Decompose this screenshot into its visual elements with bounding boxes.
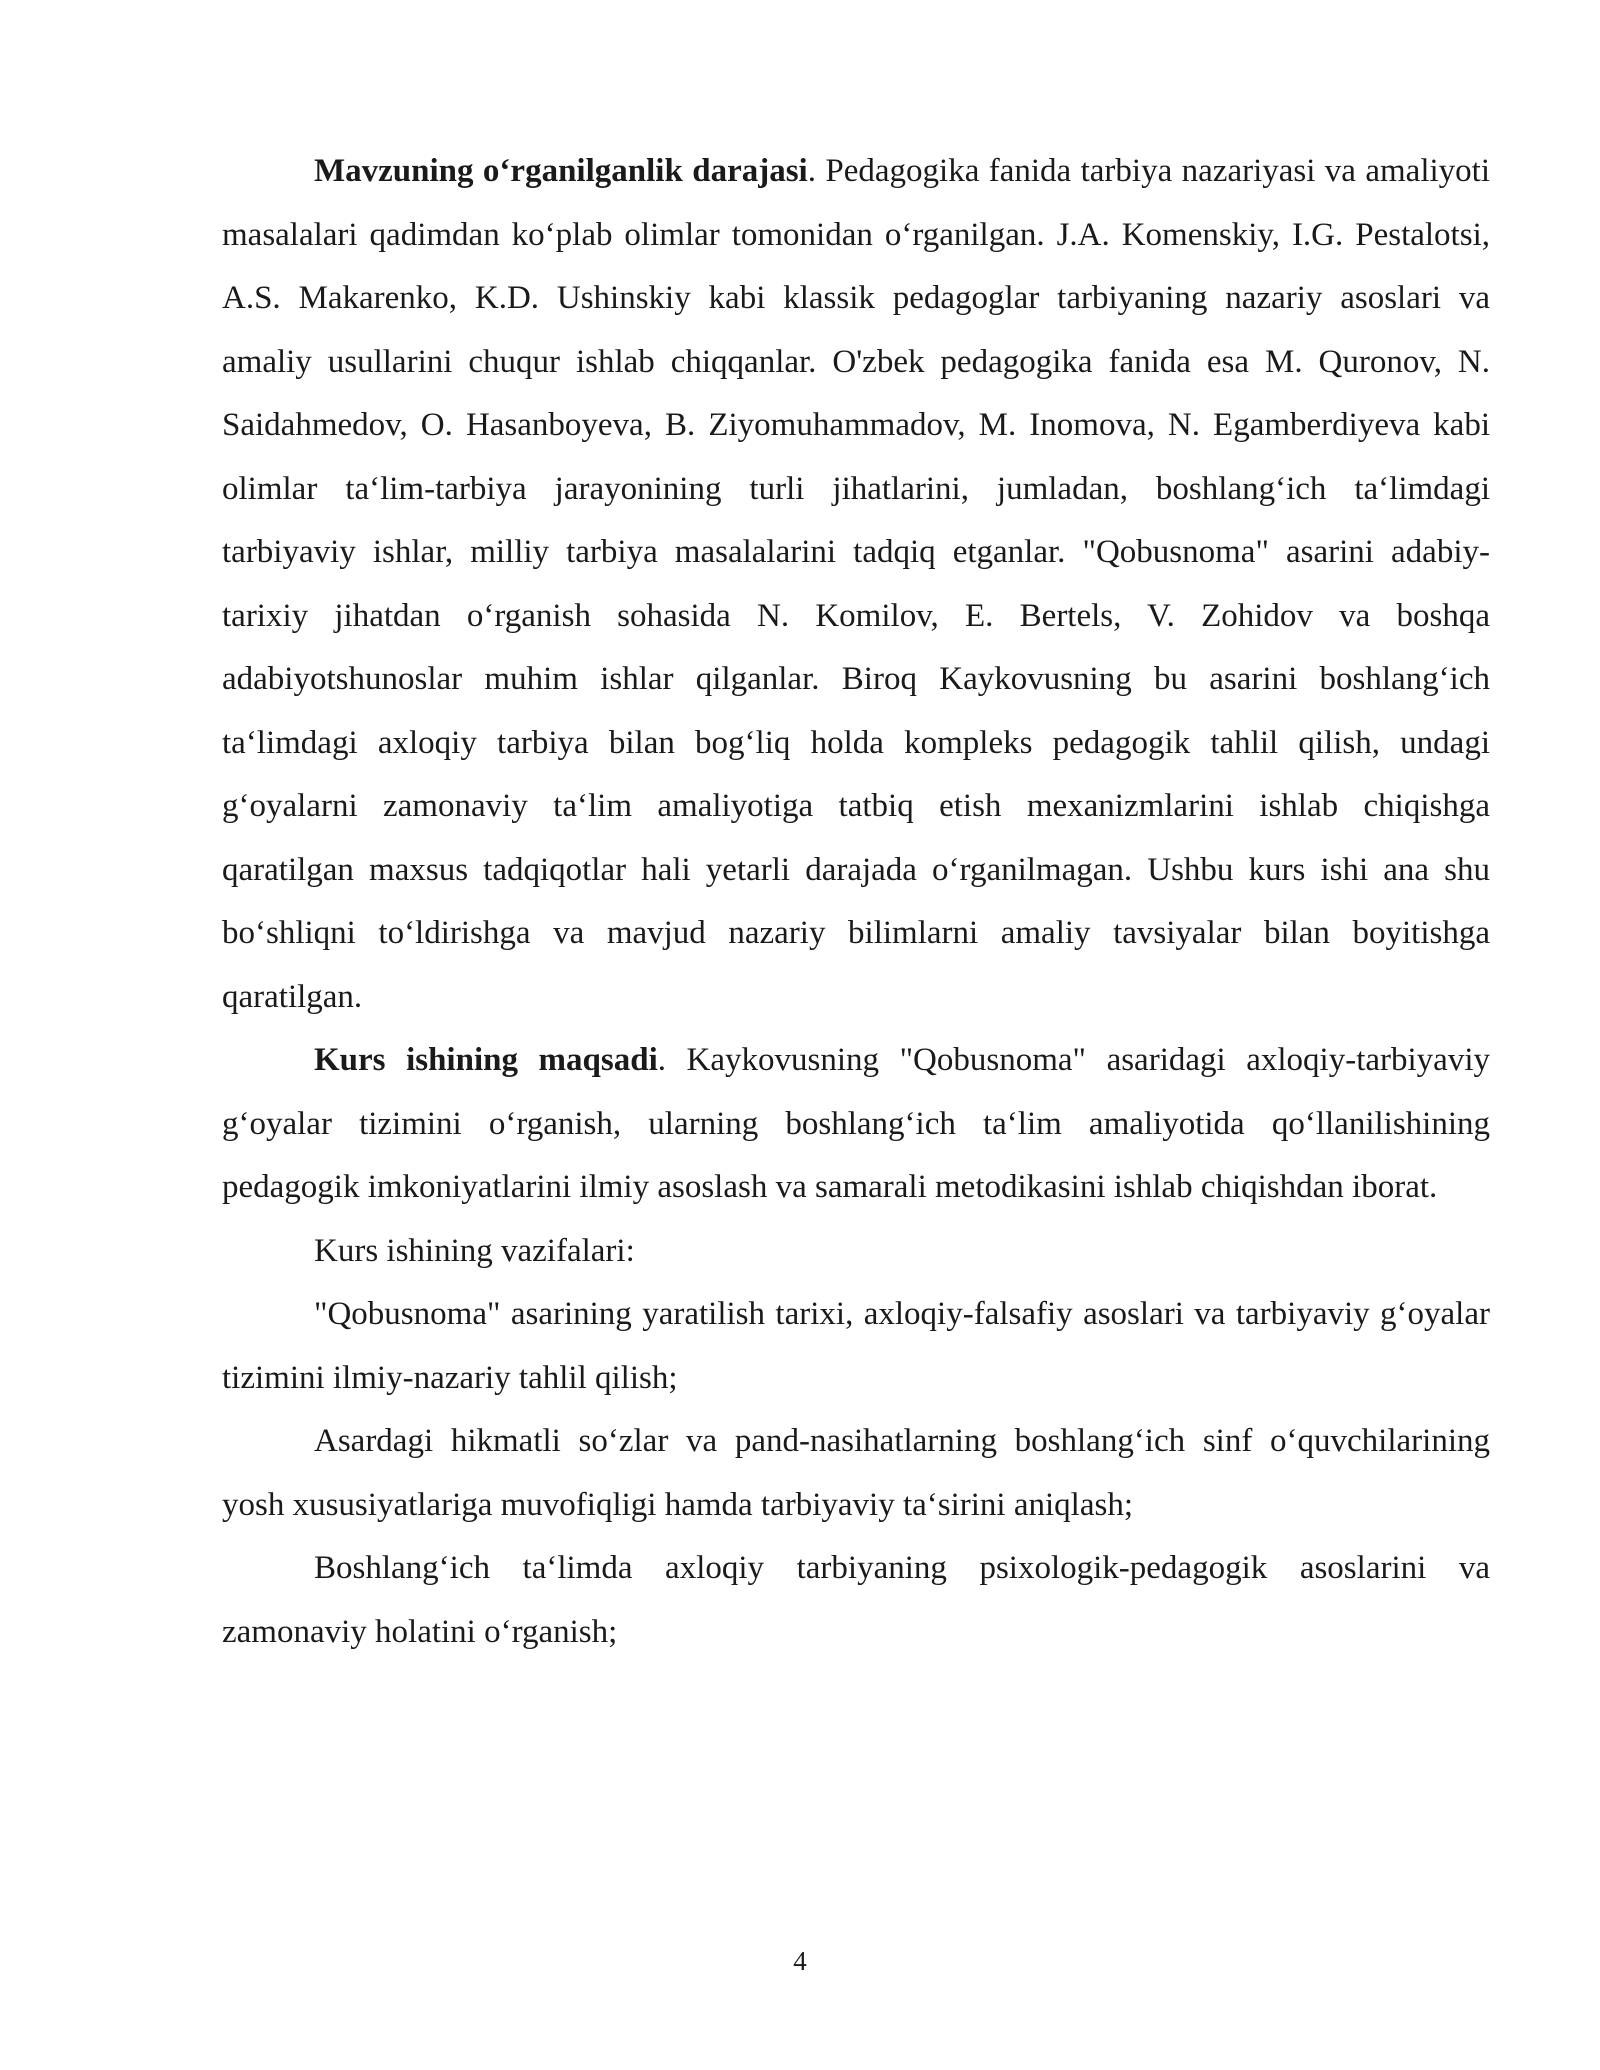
paragraph-heading: Mavzuning oʻrganilganlik darajasi [314, 153, 808, 189]
paragraph-text: Boshlangʻich taʻlimda axloqiy tarbiyaning psixologik-pedagogik asoslarini va zamonaviy holatini oʻrganish; [222, 1550, 1490, 1650]
page-number: 4 [793, 1946, 807, 1976]
paragraph-text: Asardagi hikmatli soʻzlar va pand-nasihatlarning boshlangʻich sinf oʻquvchilarining yosh xususiyatlariga muvofiqligi hamda tarbiyaviy taʻsirini aniqlash; [222, 1423, 1490, 1523]
paragraph-tasks-heading [222, 1220, 1490, 1284]
paragraph-text: "Qobusnoma" asarining yaratilish tarixi, axloqiy-falsafiy asoslari va tarbiyaviy gʻoyalar tizimini ilmiy-nazariy tahlil qilish; [222, 1296, 1490, 1396]
paragraph-study-degree [222, 140, 1490, 1029]
paragraph-text: . Pedagogika fanida tarbiya nazariyasi va amaliyoti masalalari qadimdan koʻplab olimlar tomonidan oʻrganilgan. J.A. Komenskiy, I.G. Pestalotsi, A.S. Makarenko, K.D. Ushinskiy kabi klassik pedagoglar tarbiyaning nazariy asoslari va amaliy usullarini chuqur ishlab chiqqanlar. O'zbek pedagogika fanida esa M. Quronov, N. Saidahmedov, O. Hasanboyeva, B. Ziyomuhammadov, M. Inomova, N. Egamberdiyeva kabi olimlar taʻlim-tarbiya jarayonining turli jihatlarini, jumladan, boshlangʻich taʻlimdagi tarbiyaviy ishlar, milliy tarbiya masalalarini tadqiq etganlar. "Qobusnoma" asarini adabiy-tarixiy jihatdan oʻrganish sohasida N. Komilov, E. Bertels, V. Zohidov va boshqa adabiyotshunoslar muhim ishlar qilganlar. Biroq Kaykovusning bu asarini boshlangʻich taʻlimdagi axloqiy tarbiya bilan bogʻliq holda kompleks pedagogik tahlil qilish, undagi gʻoyalarni zamonaviy taʻlim amaliyotiga tatbiq etish mexanizmlarini ishlab chiqishga qaratilgan maxsus tadqiqotlar hali yetarli darajada oʻrganilmagan. Ushbu kurs ishi ana shu boʻshliqni toʻldirishga va mavjud nazariy bilimlarni amaliy tavsiyalar bilan boyitishga qaratilgan. [222, 153, 1491, 1015]
paragraph-text: . Kaykovusning "Qobusnoma" asaridagi axloqiy-tarbiyaviy gʻoyalar tizimini oʻrganish, ularning boshlangʻich taʻlim amaliyotida qoʻllanilishining pedagogik imkoniyatlarini ilmiy asoslash va samarali metodikasini ishlab chiqishdan iborat. [222, 1042, 1490, 1205]
paragraph-text: Kurs ishining vazifalari: [314, 1232, 635, 1269]
paragraph-task-2 [222, 1410, 1490, 1537]
paragraph-course-goal [222, 1029, 1490, 1220]
page-body [222, 140, 1490, 1664]
paragraph-task-1 [222, 1283, 1490, 1410]
paragraph-heading: Kurs ishining maqsadi [314, 1042, 658, 1078]
paragraph-task-3 [222, 1537, 1490, 1664]
